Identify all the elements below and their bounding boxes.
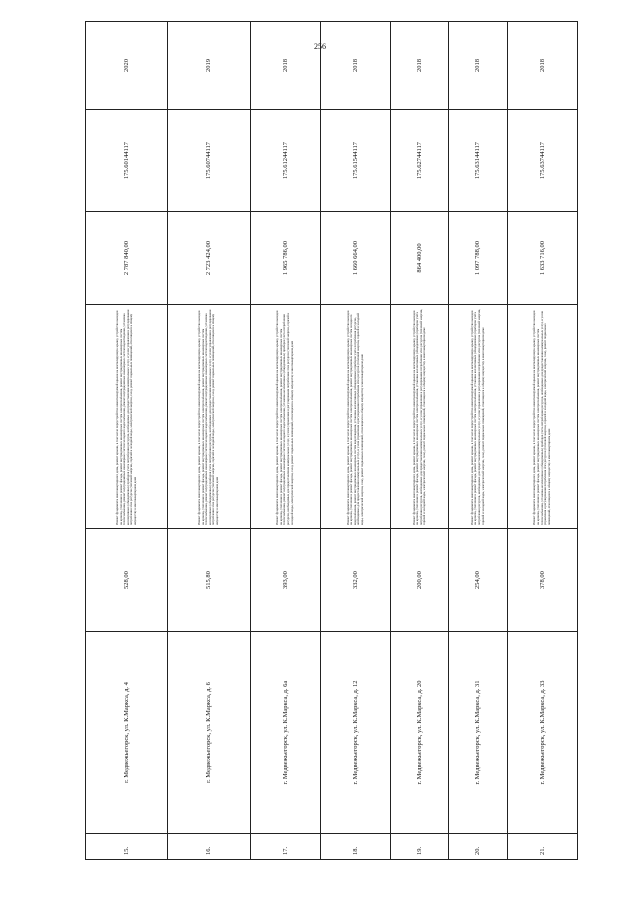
address-cell: г. Медвежьегорск, ул. К.Маркса, д. 33 [507, 632, 577, 834]
row-number: 17. [250, 834, 320, 860]
year-cell: 2018 [449, 22, 507, 110]
cost-cell: 1 633 716,00 [507, 212, 577, 305]
address-cell: г. Медвежьегорск, ул. К.Маркса, д. 12 [320, 632, 390, 834]
area-cell: 332,00 [320, 529, 390, 632]
year-cell: 2020 [86, 22, 168, 110]
repair-program-table [85, 21, 578, 860]
code-cell: 175.63744117 [507, 110, 577, 212]
year-cell: 2019 [168, 22, 250, 110]
address-cell: г. Медвежьегорск, ул. К.Маркса, д. 6а [250, 632, 320, 834]
code-cell: 175.62744117 [391, 110, 449, 212]
works-cell: Ремонт фундамента многоквартирного дома, ремонт крыши, в том числе переустройство невентилируемой крыши на вентилируемую крышу, устройство выходов на кровлю, утепление и ремонт фасада, ремонт внутридомовых инженерных систем электроснабжения, ремонт внутридомовых инженерных систем теплоснабжения, ремонт внутридомовых инженерных систем холодного водоснабжения, ремонт внутридомовых инженерных систем водоотведения, установка коллективных (общедомовых) приборов учета потребления ресурсов, необходимых для предоставления коммунальных услуг, и узлов управления и регулирования потребления этих ресурсов (тепловой энергии, горячей и холодной воды, электрической энергии, газа), ремонт подвальных помещений, относящихся к общему имуществу в многоквартирном доме [86, 305, 168, 529]
area-cell: 200,00 [391, 529, 449, 632]
cost-cell: 1 097 788,00 [449, 212, 507, 305]
table-row [320, 22, 390, 860]
area-cell: 393,00 [250, 529, 320, 632]
address-cell: г. Медвежьегорск, ул. К.Маркса, д. 20 [391, 632, 449, 834]
works-cell: Ремонт фундамента многоквартирного дома, ремонт крыши, в том числе переустройство невентилируемой крыши на вентилируемую крышу, устройство выходов на кровлю, утепление и ремонт фасада, ремонт внутридомовых инженерных систем электроснабжения, ремонт внутридомовых инженерных систем теплоснабжения, установка коллективных (общедомовых) приборов учета потребления ресурсов, необходимых для предоставления коммунальных услуг, и узлов управления и регулирования потребления этих ресурсов (тепловой энергии, горячей и холодной воды, электрической энергии, газа), ремонт подвальных помещений, относящихся к общему имуществу в многоквартирном доме [507, 305, 577, 529]
year-cell: 2018 [391, 22, 449, 110]
address-cell: г. Медвежьегорск, ул. К.Маркса, д. 31 [449, 632, 507, 834]
code-cell: 175.61544117 [320, 110, 390, 212]
row-number: 21. [507, 834, 577, 860]
table-row [250, 22, 320, 860]
table-body [86, 22, 578, 860]
works-cell: Ремонт фундамента многоквартирного дома, ремонт крыши, в том числе переустройство невентилируемой крыши на вентилируемую крышу, устройство выходов на кровлю, утепление и ремонт фасада, ремонт внутридомовых инженерных систем электроснабжения, установка коллективных (общедомовых) приборов учета потребления ресурсов, необходимых для предоставления коммунальных услуг, и узлов управления и регулирования потребления этих ресурсов (тепловой энергии, горячей и холодной воды, электрической энергии, газа), ремонт подвальных помещений, относящихся к общему имуществу в многоквартирном доме [449, 305, 507, 529]
works-cell: Ремонт фундамента многоквартирного дома, ремонт крыши, в том числе переустройство невентилируемой крыши на вентилируемую крышу, устройство выходов на кровлю, утепление и ремонт фасада, ремонт внутридомовых инженерных систем электроснабжения, ремонт внутридомовых инженерных систем теплоснабжения, ремонт внутридомовых инженерных систем холодного водоснабжения, установка коллективных (общедомовых) приборов учета потребления ресурсов, необходимых для предоставления коммунальных услуг, и узлов управления и регулирования потребления этих ресурсов (тепловой энергии, горячей и холодной воды, электрической энергии, газа), ремонт подвальных помещений, относящихся к общему имуществу в многоквартирном доме [250, 305, 320, 529]
cost-cell: 2 787 840,00 [86, 212, 168, 305]
row-number: 19. [391, 834, 449, 860]
rotated-table-container [85, 59, 578, 860]
code-cell: 175.61244117 [250, 110, 320, 212]
year-cell: 2018 [320, 22, 390, 110]
table-row [391, 22, 449, 860]
page-number: 256 [314, 42, 326, 51]
cost-cell: 2 723 424,00 [168, 212, 250, 305]
year-cell: 2018 [507, 22, 577, 110]
table-row [86, 22, 168, 860]
table-row [449, 22, 507, 860]
area-cell: 378,00 [507, 529, 577, 632]
code-cell: 175.63144117 [449, 110, 507, 212]
address-cell: г. Медвежьегорск, ул. К.Маркса, д. 6 [168, 632, 250, 834]
row-number: 15. [86, 834, 168, 860]
table-row [168, 22, 250, 860]
cost-cell: 1 965 786,00 [250, 212, 320, 305]
code-cell: 175.60744117 [168, 110, 250, 212]
address-cell: г. Медвежьегорск, ул. К.Маркса, д. 4 [86, 632, 168, 834]
table-row [507, 22, 577, 860]
row-number: 16. [168, 834, 250, 860]
works-cell: Ремонт фундамента многоквартирного дома, ремонт крыши, в том числе переустройство невентилируемой крыши на вентилируемую крышу, устройство выходов на кровлю, утепление и ремонт фасада, ремонт внутридомовых инженерных систем электроснабжения, ремонт внутридомовых инженерных систем теплоснабжения, ремонт внутридомовых инженерных систем холодного водоснабжения, ремонт внутридомовых инженерных систем водоотведения, установка коллективных (общедомовых) приборов учета потребления ресурсов, необходимых для предоставления коммунальных услуг, и узлов управления и регулирования потребления этих ресурсов (тепловой энергии, горячей и холодной воды, электрической энергии, газа), ремонт подвальных помещений, относящихся к общему имуществу в многоквартирном доме [168, 305, 250, 529]
code-cell: 175.60144117 [86, 110, 168, 212]
row-number: 20. [449, 834, 507, 860]
works-cell: Ремонт фундамента многоквартирного дома, ремонт крыши, в том числе переустройство невентилируемой крыши на вентилируемую крышу, устройство выходов на кровлю, утепление и ремонт фасада, ремонт внутридомовых инженерных систем электроснабжения, установка коллективных (общедомовых) приборов учета потребления ресурсов, необходимых для предоставления коммунальных услуг, и узлов управления и регулирования потребления этих ресурсов (тепловой энергии, горячей и холодной воды, электрической энергии, газа), ремонт подвальных помещений, относящихся к общему имуществу в многоквартирном доме [391, 305, 449, 529]
year-cell: 2018 [250, 22, 320, 110]
works-cell: Ремонт фундамента многоквартирного дома, ремонт крыши, в том числе переустройство невентилируемой крыши на вентилируемую крышу, устройство выходов на кровлю, утепление и ремонт фасада, ремонт внутридомовых инженерных систем электроснабжения, ремонт внутридомовых инженерных систем холодного водоснабжения, ремонт внутридомовых инженерных систем водоотведения, установка коллективных (общедомовых) приборов учета потребления ресурсов, необходимых для предоставления коммунальных услуг, и узлов управления и регулирования потребления этих ресурсов (тепловой энергии, горячей и холодной воды, электрической энергии, газа), ремонт подвальных помещений, относящихся к общему имуществу в многоквартирном доме [320, 305, 390, 529]
area-cell: 528,00 [86, 529, 168, 632]
area-cell: 254,00 [449, 529, 507, 632]
cost-cell: 864 400,00 [391, 212, 449, 305]
cost-cell: 1 660 664,00 [320, 212, 390, 305]
area-cell: 515,80 [168, 529, 250, 632]
row-number: 18. [320, 834, 390, 860]
